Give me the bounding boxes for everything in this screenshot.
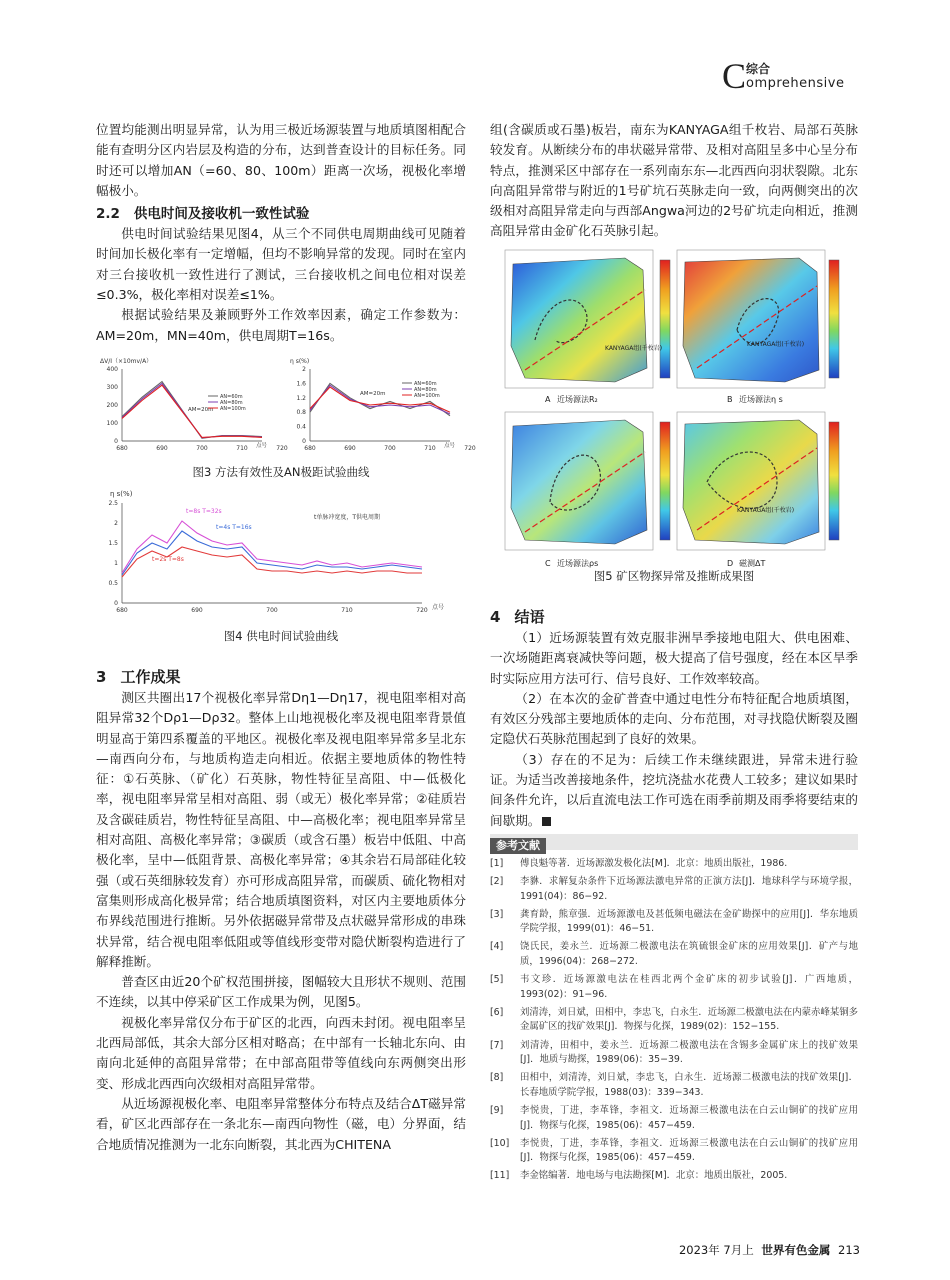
series-label: t=4s T=16s [216,524,252,531]
reference-number: [5] [490,974,504,986]
reference-item [490,875,858,904]
reference-text: 韦文珍．近场源激电法在桂西北两个金矿床的初步试验[J]．广西地质，1993(02)：91−96. [520,974,858,1000]
map-d-letter: D [727,559,734,568]
figure-3-left-chart [100,358,288,452]
reference-item [490,908,858,937]
reference-number: [7] [490,1039,504,1051]
chart-note: AM=20m [360,391,386,397]
legend-label: AN=60m [220,394,243,400]
right-top-paragraph: 组(含碳质或石墨)板岩，南东为KANYAGA组千枚岩、局部石英脉较发育。从断续分布的串状磁异常带、及相对高阻呈多中心呈分布特点，推测采区中部存在一系列南东东—北西西向羽状裂隙。北东向高阻异常带与附近的1号矿坑石英脉走向一致，向两侧突出的次级相对高阻异常走向与西部Angwa河边的2号矿坑走向相近，推测高阻异常由金矿化石英脉引起。 [490,122,858,239]
x-tick-label: 680 [304,445,316,452]
figure-5-maps [505,250,845,566]
y-tick-label: 2.5 [108,500,118,507]
y-tick-label: 200 [106,402,118,409]
y-tick-label: 2 [114,520,118,527]
y-tick-label: 1.6 [296,380,306,388]
map-c-title: 近场源法ρs [557,559,599,568]
x-tick-label: 690 [344,445,356,452]
page-footer [650,1242,860,1258]
y-tick-label: 0 [302,438,306,445]
figure-3-caption: 图3 方法有效性及AN极距试验曲线 [192,465,370,479]
reference-number: [3] [490,908,504,920]
legend-label: AN=100m [220,406,246,412]
x-axis-label: 点号 [256,443,268,449]
reference-item [490,940,858,969]
y-tick-label: 100 [106,420,118,427]
reference-text: 刘清涛，刘日斌，田相中，李忠飞，白永生．近场源二极激电法在内蒙赤峰某铜多金属矿区的找矿效果[J]．物探与化探，1989(02)：152−155. [520,1006,858,1033]
y-tick-label: 0.4 [296,423,306,431]
figure-4-caption: 图4 供电时间试验曲线 [223,629,339,643]
map-a-title: 近场源法R₂ [557,395,598,404]
y-tick-label: 1 [114,560,118,567]
map-c-letter: C [545,559,551,568]
right-column-top [490,120,858,242]
footer-page: 213 [838,1243,860,1257]
legend-label: AN=60m [414,381,437,387]
y-tick-label: 300 [106,384,118,391]
map-a-letter: A [545,395,551,404]
series-line [122,531,422,575]
reference-number: [11] [490,1170,510,1182]
x-tick-label: 700 [196,445,208,452]
figure-3-charts [96,355,476,465]
x-tick-label: 690 [191,607,203,614]
reference-item [490,1039,858,1068]
section-3-paragraph-4: 从近场源视极化率、电阻率异常整体分布特点及结合ΔT磁异常看，矿区北西部存在一条北东—南西向物性（磁，电）分界面，结合地质情况推测为一北东向断裂，其北西为CHITENA [96,1095,466,1152]
left-column [96,120,466,346]
svg-text:KANYAGA组(千枚岩): KANYAGA组(千枚岩) [605,345,663,352]
reference-number: [9] [490,1104,504,1116]
section-3-paragraph-3: 视极化率异常仅分布于矿区的北西，向西未封闭。视电阻率呈北西局部低，其余大部分区相对略高；在中部有一长轴北东向、由南向北延伸的高阻异常带；在中部高阻带等值线向东两侧突出形变、形成北西西向次级相对高阻异常带。 [96,1014,466,1091]
map-panel-b [677,250,839,404]
reference-text: 傅良魁等著．近场源激发极化法[M]．北京：地质出版社，1986. [520,858,788,869]
intro-paragraph: 位置均能测出明显异常，认为用三极近场源装置与地质填图相配合能有查明分区内岩层及构造的分布，达到普查设计的目标任务。同时还可以增加AN（=60、80、100m）距离一次场，视极化率增幅极小。 [96,122,466,198]
y-tick-label: 400 [106,366,118,373]
map-d-title: 磁测ΔT [739,559,766,568]
header-section-cn: 综合 [746,62,771,76]
reference-number: [6] [490,1006,504,1018]
section-2-2-paragraph-2: 根据试验结果及兼顾野外工作效率因素，确定工作参数为：AM=20m，MN=40m，供电周期T=16s。 [96,307,466,343]
reference-text: 李悦贵，丁进，李革锋，李祖文．近场源三极激电法在白云山铜矿的找矿应用[J]．物探与化探，1985(06)：457−459. [520,1137,858,1164]
references-title-bar [490,834,858,850]
reference-number: [10] [490,1137,510,1149]
conclusion-1: （1）近场源装置有效克服非洲旱季接地电阻大、供电困难、一次场随距离衰减快等问题，极大提高了信号强度，经在本区旱季时实际应用方法可行、信号良好、工作效率较高。 [490,630,858,686]
conclusion-3: （3）存在的不足为：后续工作未继续跟进，异常未进行验证。为适当改善接地条件，挖坑浇盐水花费人工较多；建议如果时间条件允许，以后直流电法工作可选在雨季前期及雨季将要结束的间歇期。 [490,751,858,828]
section-2-2-heading: 2.2 供电时间及接收机一致性试验 [96,206,310,223]
reference-text: 李悦贵，丁进，李革锋，李祖文．近场源三极激电法在白云山铜矿的找矿应用[J]．物探与化探，1985(06)：457−459. [520,1104,858,1131]
x-axis-label: 点号 [432,604,445,611]
reference-item [490,857,858,872]
x-tick-label: 720 [464,445,476,452]
x-tick-label: 700 [266,607,278,614]
references-list [490,857,858,1187]
header-section-en: omprehensive [746,76,845,91]
x-tick-label: 710 [341,607,353,614]
series-label: t=2s T=8s [152,556,184,563]
x-tick-label: 720 [276,445,288,452]
reference-text: 李貅．求解复杂条件下近场源法激电异常的正演方法[J]．地球科学与环境学报，1991(04)：86−92. [520,876,858,902]
y-axis-label: η s(%) [110,490,133,498]
section-header [722,56,872,96]
reference-text: 李金铭编著．地电场与电法勘探[M]．北京：地质出版社，2005. [520,1170,788,1182]
section-3 [96,666,466,1155]
reference-text: 龚育龄，熊章强．近场源激电及甚低频电磁法在金矿勘探中的应用[J]．华东地质学院学报，1999(01)：46−51. [520,908,858,935]
reference-item [490,1104,858,1133]
series-label: t=8s T=32s [186,508,222,515]
y-tick-label: 0 [114,600,118,607]
y-tick-label: 0 [114,438,118,445]
map-b-letter: B [727,395,733,404]
figure-4 [96,487,466,622]
x-tick-label: 700 [384,445,396,452]
chart-note: AM=20m [188,407,214,413]
x-tick-label: 680 [116,607,128,614]
x-tick-label: 690 [156,445,168,452]
figure-3-right-chart [290,358,476,452]
y-tick-label: 1.2 [296,394,306,402]
y-tick-label: 0.8 [296,409,306,417]
reference-text: 刘清涛，田相中，姜永兰．近场源二极激电法在含锡多金属矿床上的找矿效果[J]．地质与勘探，1989(06)：35−39. [520,1039,858,1066]
reference-item [490,973,858,1002]
section-3-paragraph-1: 测区共圈出17个视极化率异常Dη1—Dη17，视电阻率相对高阻异常32个Dρ1—Dρ32。整体上山地视极化率及视电阻率背景值明显高于第四系覆盖的平地区。视极化率及视电阻率异常多呈北东—南西向分布，与地质构造走向相近。依据主要地质体的物性特征：①石英脉、（矿化）石英脉，物性特征呈高阻、中—低极化率，视电阻率异常呈相对高阻、弱（或无）极化率异常；②硅质岩及含碳硅质岩，物性特征呈高阻、中—高极化率；视电阻率异常呈相对高阻、高极化率异常；③碳质（或含石墨）板岩中低阻、中高极化率，呈中—低阻背景、高极化率异常；④其余岩石局部硅化较强（或石英细脉较发育）亦可形成高阻异常，而碳质、硫化物相对富集则形成高化极异常；结合地质填图资料，对区内主要地质体分布界线范围进行推断。另外依据磁异常带及点状磁异常形成的串珠状异常，结合视电阻率低阻或等值线形变带对隐伏断裂构造进行了解释推断。 [96,690,466,969]
end-mark-icon [542,817,551,826]
references-title: 参考文献 [490,838,546,854]
figure-4-chart [96,487,466,622]
section-3-paragraph-2: 普查区由近20个矿权范围拼接，图幅较大且形状不规则、范围不连续，以其中停采矿区工作成果为例，见图5。 [96,974,466,1010]
figure-5 [505,250,845,566]
map-panel-d [677,412,839,568]
svg-text:KANYAGA组(千枚岩): KANYAGA组(千枚岩) [747,341,805,348]
reference-item [490,1071,858,1100]
x-axis-label: 点号 [444,443,456,449]
section-4-heading: 4 结语 [490,608,545,626]
x-tick-label: 710 [236,445,248,452]
conclusion-2: （2）在本次的金矿普查中通过电性分布特征配合地质填图，有效区分残部主要地质体的走向、分布范围，对寻找隐伏断裂及圈定隐伏石英脉范围起到了良好的效果。 [490,690,858,747]
y-axis-label: η s(%) [290,358,310,365]
legend-label: AN=80m [220,400,243,406]
chart-note: t单脉冲宽度，T供电周期 [314,514,381,521]
section-3-heading: 3 工作成果 [96,668,181,686]
x-tick-label: 680 [116,445,128,452]
reference-item [490,1006,858,1035]
y-tick-label: 1.5 [108,540,118,547]
section-4 [490,606,858,831]
reference-number: [8] [490,1072,504,1084]
footer-journal: 世界有色金属 [761,1243,831,1257]
reference-text: 田相中，刘清涛，刘日斌，李忠飞，白永生．近场源二极激电法的找矿效果[J]．长春地质学院学报，1988(03)：339−343. [520,1072,858,1098]
reference-item [490,1169,858,1184]
map-panel-c [505,412,670,568]
y-tick-label: 0.5 [108,580,118,587]
x-tick-label: 710 [424,445,436,452]
map-b-title: 近场源法η s [739,395,783,404]
svg-text:KANYAGA组(千枚岩): KANYAGA组(千枚岩) [737,507,795,514]
reference-item [490,1137,858,1166]
legend-label: AN=80m [414,387,437,393]
legend-label: AN=100m [414,393,440,399]
figure-3 [96,355,476,465]
figure-5-caption: 图5 矿区物探异常及推断成果图 [593,569,755,583]
map-panel-a [505,250,670,404]
reference-number: [4] [490,941,504,953]
header-initial: C [722,56,747,96]
reference-text: 饶氏民，姜永兰．近场源二极激电法在筑硫银金矿床的应用效果[J]．矿产与地质，1996(04)：268−272. [520,941,858,968]
y-tick-label: 2 [302,366,306,373]
reference-number: [1] [490,858,504,869]
x-tick-label: 720 [416,607,428,614]
y-axis-label: ΔV/I（×10mv/A） [100,358,153,365]
reference-number: [2] [490,876,504,888]
section-2-2-paragraph-1: 供电时间试验结果见图4，从三个不同供电周期曲线可见随着时间加长极化率有一定增幅，但均不影响异常的发现。同时在室内对三台接收机一致性进行了测试，三台接收机之间电位相对误差≤0.3%，极化率相对误差≤1%。 [96,226,466,303]
footer-date: 2023年 7月上 [678,1243,754,1257]
